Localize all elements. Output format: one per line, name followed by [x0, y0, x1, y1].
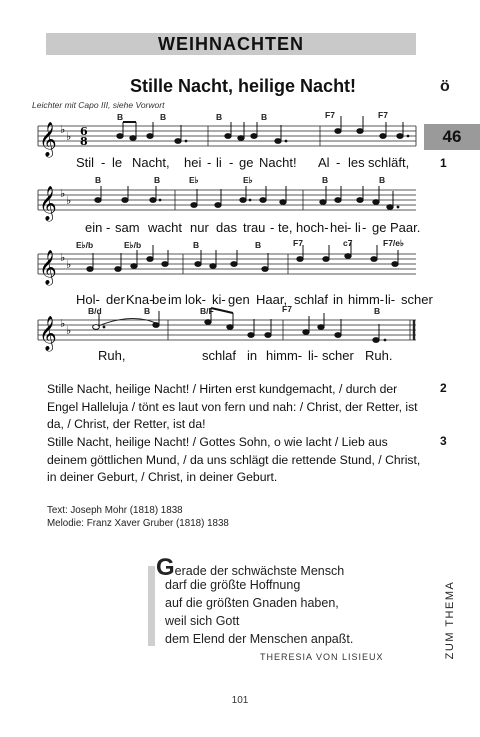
lyric-syllable: in	[333, 292, 344, 307]
lyric-syllable: sam	[115, 220, 140, 235]
side-label-text: ZUM THEMA	[444, 580, 456, 660]
lyric-syllable: scher	[401, 292, 433, 307]
chord: B	[193, 240, 200, 250]
chord	[325, 110, 335, 120]
chord	[378, 110, 388, 120]
lyric-syllable: Hol-	[76, 292, 100, 307]
lyric-syllable: hei	[330, 220, 348, 235]
lyric-syllable: schlaf	[202, 348, 236, 363]
section-header	[46, 33, 416, 55]
svg-text:♭: ♭	[60, 123, 66, 136]
lyric-syllable: -	[229, 155, 234, 170]
section-title: WEIHNACHTEN	[158, 33, 304, 54]
lyric-syllable: hei	[184, 155, 202, 170]
chord: E♭/b	[76, 240, 94, 250]
svg-text:♭: ♭	[60, 251, 66, 264]
lyric-syllable: Al	[318, 155, 330, 170]
verse-number: 3	[440, 434, 447, 448]
chord: F7	[282, 304, 292, 314]
melody-credit: Melodie: Franz Xaver Gruber (1818) 1838	[47, 518, 229, 529]
lyric-syllable: -	[207, 155, 212, 170]
chord: F7/e♭	[383, 238, 405, 248]
chord: E♭	[243, 175, 253, 185]
capo-note: Leichter mit Capo III, siehe Vorwort	[32, 100, 165, 110]
svg-text:♭: ♭	[66, 194, 72, 207]
chord-symbol: F7	[325, 110, 335, 120]
svg-text:8: 8	[80, 135, 88, 148]
lyric-syllable: der	[106, 292, 125, 307]
chord: B	[154, 175, 161, 185]
lyric-syllable: -	[362, 220, 367, 235]
verse-number: 1	[440, 156, 447, 170]
lyric-syllable: Stil	[76, 155, 95, 170]
lyric-syllable: li	[355, 220, 361, 235]
side-label	[435, 555, 465, 685]
lyric-syllable: -	[336, 155, 341, 170]
chord: B	[216, 112, 223, 122]
svg-text:♭: ♭	[60, 187, 66, 200]
lyric-syllable: das	[216, 220, 237, 235]
lyric-syllable: Kna-	[126, 292, 154, 307]
lyric-syllable: schlaf	[294, 292, 328, 307]
quote-line: darf die größte Hoffnung	[165, 578, 301, 592]
svg-text:♭: ♭	[60, 317, 66, 330]
lyric-syllable: nur	[190, 220, 209, 235]
svg-text:♭: ♭	[66, 258, 72, 271]
lyric-syllable: wacht	[148, 220, 182, 235]
quote-dropcap: G	[156, 554, 175, 581]
treble-clef-icon: 𝄞	[39, 250, 57, 285]
treble-clef-icon: 𝄞	[39, 186, 57, 221]
lyric-syllable: himm-	[266, 348, 303, 363]
chord: B	[144, 306, 151, 316]
quote-first-line	[156, 556, 344, 580]
lyric-syllable: in	[247, 348, 258, 363]
lyric-syllable: -	[347, 220, 352, 235]
chord: c7	[343, 238, 353, 248]
page-number: 101	[231, 695, 249, 706]
quote-line: auf die größten Gnaden haben,	[165, 596, 339, 610]
chord: E♭	[189, 175, 199, 185]
song-title: Stille Nacht, heilige Nacht!	[130, 76, 357, 96]
treble-clef-icon: 𝄞	[39, 122, 57, 157]
lyric-syllable: Nacht,	[132, 155, 170, 170]
lyric-syllable: Ruh.	[365, 348, 393, 363]
lyric-syllable: himm-	[348, 292, 385, 307]
treble-clef-icon: 𝄞	[39, 316, 57, 351]
quote-line: weil sich Gott	[165, 614, 240, 628]
lyric-syllable: hoch-	[296, 220, 329, 235]
quote-author: THERESIA VON LISIEUX	[260, 652, 384, 662]
music-staff	[38, 250, 418, 290]
lyric-syllable: Paar.	[390, 220, 421, 235]
lyric-syllable: trau	[243, 220, 266, 235]
chord: B/d	[88, 306, 102, 316]
song-number: 46	[442, 127, 462, 146]
lyric-syllable: be	[152, 292, 167, 307]
text-credit: Text: Joseph Mohr (1818) 1838	[47, 505, 183, 516]
lyric-syllable: gen	[228, 292, 250, 307]
song-number-tab	[424, 124, 480, 150]
lyric-syllable: scher	[322, 348, 354, 363]
lyric-syllable: lok-	[185, 292, 206, 307]
svg-text:♭: ♭	[66, 324, 72, 337]
lyric-syllable: schläft,	[368, 155, 410, 170]
lyric-syllable: li-	[308, 348, 319, 363]
lyric-syllable: -	[106, 220, 111, 235]
chord: F7	[293, 238, 303, 248]
svg-text:♭: ♭	[66, 130, 72, 143]
chord: B/F	[200, 306, 214, 316]
chord: B	[95, 175, 102, 185]
chord: B	[261, 112, 268, 122]
verse-3-text: Stille Nacht, heilige Nacht! / Gottes Sohn, o wie lacht / Lieb aus deinem göttlichen Mund, / da uns schlägt die rettende Stund, / Christ, in deiner Geburt, / Christ, in deiner Geburt.	[47, 435, 421, 484]
svg-text:6: 6	[80, 125, 88, 138]
chord: B	[322, 175, 329, 185]
song-letter-marker: ö	[440, 78, 450, 95]
lyric-syllable: ge	[239, 155, 254, 170]
lyric-syllable: ein	[85, 220, 103, 235]
chord: B	[379, 175, 386, 185]
chord: B	[117, 112, 124, 122]
lyric-syllable: te,	[278, 220, 293, 235]
lyric-syllable: Haar,	[256, 292, 288, 307]
chord-symbol: F7	[378, 110, 388, 120]
lyric-syllable: im	[168, 292, 182, 307]
quote-bar	[148, 566, 155, 646]
quote-line: dem Elend der Menschen anpaßt.	[165, 632, 354, 646]
chord: B	[255, 240, 262, 250]
lyric-syllable: li	[216, 155, 222, 170]
verse-2-text: Stille Nacht, heilige Nacht! / Hirten erst kundgemacht, / durch der Engel Halleluja / tönt es laut von fern und nah: / Christ, der Retter, ist da, / Christ, der Retter, ist da!	[47, 382, 418, 431]
quote-first-line-text: erade der schwächste Mensch	[174, 564, 345, 578]
verse-number: 2	[440, 381, 447, 395]
lyric-syllable: ki-	[212, 292, 226, 307]
chord: B	[160, 112, 167, 122]
lyric-syllable: les	[348, 155, 365, 170]
chord: E♭/b	[124, 240, 142, 250]
lyric-syllable: -	[270, 220, 275, 235]
lyric-syllable: li-	[385, 292, 396, 307]
lyric-syllable: Ruh,	[98, 348, 126, 363]
lyric-syllable: ge	[372, 220, 387, 235]
lyric-syllable: -	[101, 155, 106, 170]
chord: B	[374, 306, 381, 316]
lyric-syllable: Nacht!	[259, 155, 297, 170]
lyric-syllable: le	[112, 155, 123, 170]
